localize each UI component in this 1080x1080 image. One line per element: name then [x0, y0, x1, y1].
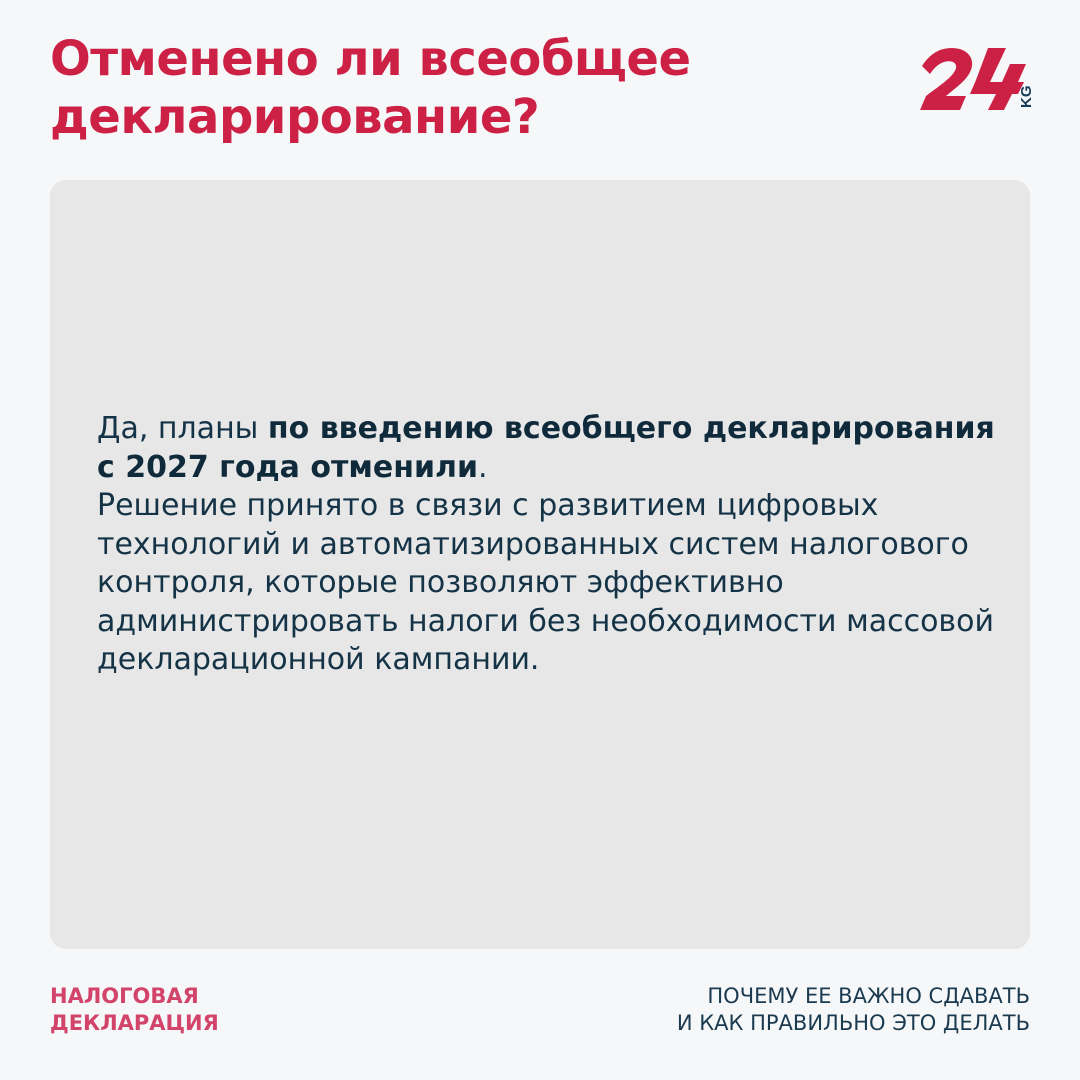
footer-left-line-2: ДЕКЛАРАЦИЯ	[50, 1011, 219, 1035]
highlight-punctuation: .	[477, 449, 488, 485]
footer-topic	[677, 983, 1030, 1037]
content-card	[50, 180, 1030, 949]
24kg-logo-graphic	[918, 44, 1036, 116]
logo-suffix: KG	[1018, 85, 1035, 108]
footer-series-label	[50, 983, 219, 1037]
24kg-logo-icon	[918, 44, 1036, 116]
footer-right-line-2: И КАК ПРАВИЛЬНО ЭТО ДЕЛАТЬ	[676, 1011, 1030, 1035]
highlight-text: по введению всеобщего декларирования с 2027 года отменили	[97, 411, 995, 485]
lead-text: Да, планы	[97, 411, 268, 446]
footer-right-line-1: ПОЧЕМУ ЕЕ ВАЖНО СДАВАТЬ	[707, 984, 1030, 1008]
body-text: Решение принято в связи с развитием цифровых технологий и автоматизированных систем налогового контроля, которые позволяют эффективно администрировать налоги без необходимости массовой декларационной кампании.	[97, 488, 994, 677]
footer-left-line-1: НАЛОГОВАЯ	[50, 984, 199, 1008]
page-title: Отменено ли всеобщее декларирование?	[50, 31, 691, 145]
card-text	[97, 410, 997, 680]
